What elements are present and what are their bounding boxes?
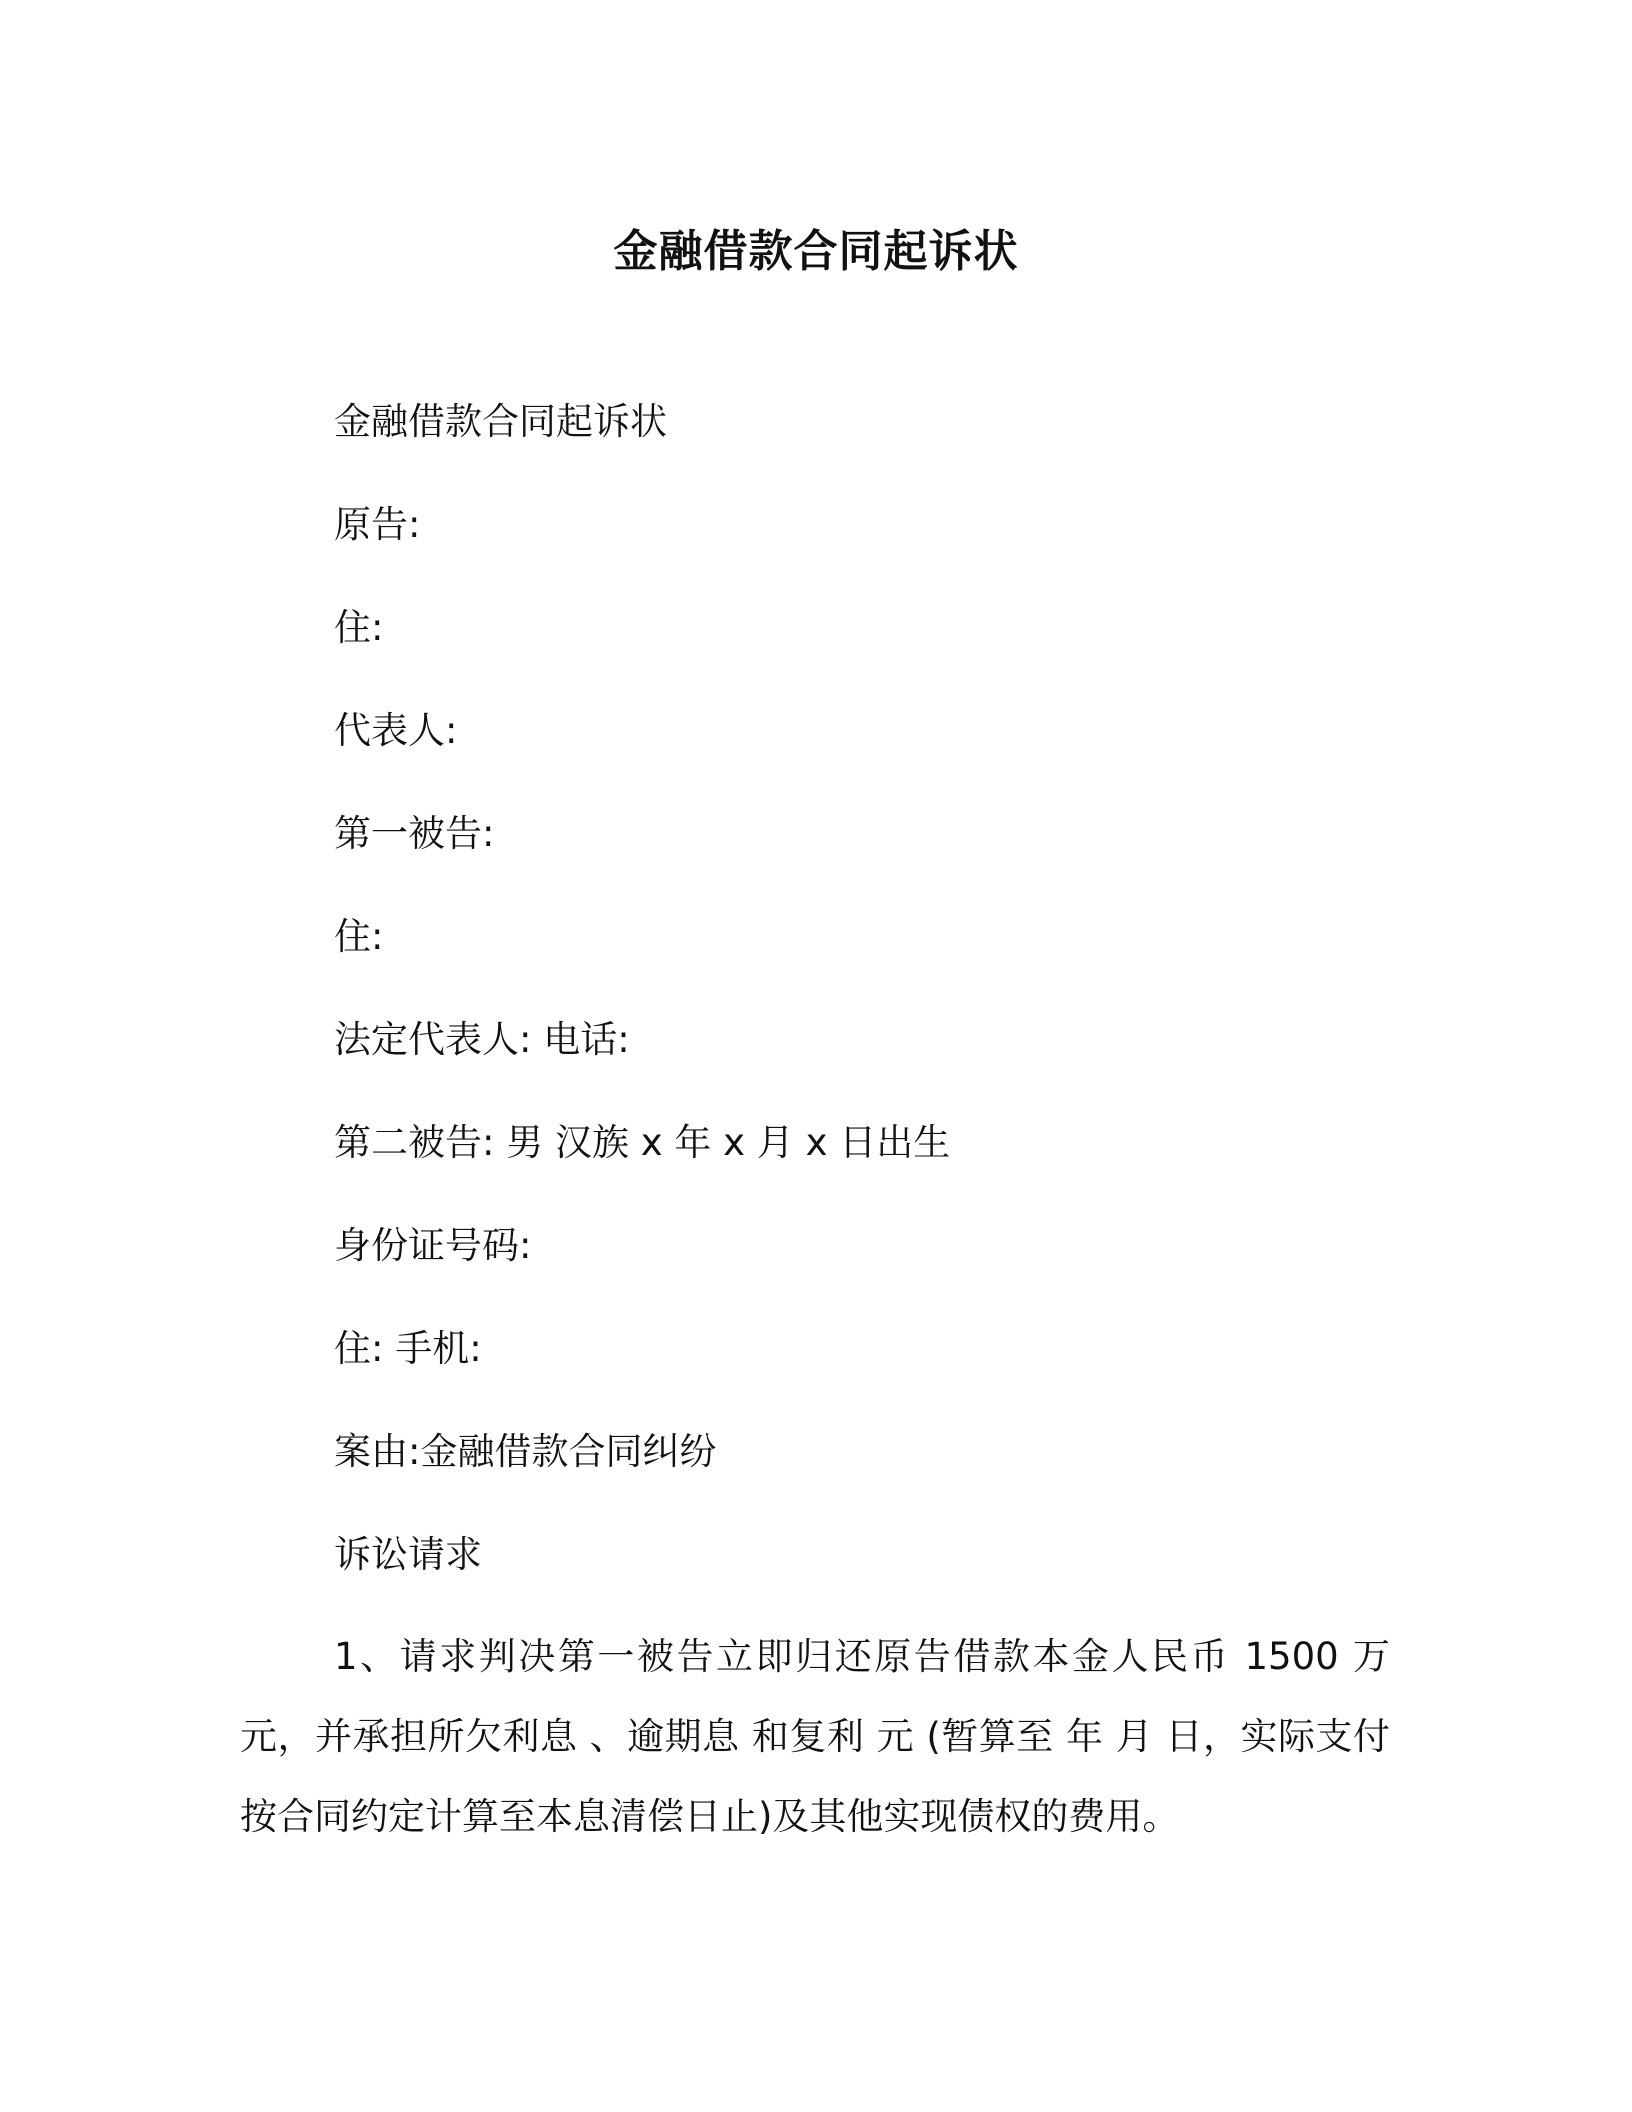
claims-heading: 诉讼请求 xyxy=(334,1533,482,1576)
claim-paragraph-1: 1、请求判决第一被告立即归还原告借款本金人民币 1500 万元，并承担所欠利息 、逾期息 和复利 元 (暂算至 年 月 日，实际支付按合同约定计算至本息清偿日止)及其他实现债权的费用。 xyxy=(240,1635,1390,1838)
plaintiff-line: 原告: xyxy=(334,503,421,546)
case-cause-line: 案由:金融借款合同纠纷 xyxy=(334,1430,717,1473)
representative-line: 代表人: xyxy=(334,709,458,752)
first-defendant-line: 第一被告: xyxy=(334,812,495,855)
second-defendant-line: 第二被告: 男 汉族 x 年 x 月 x 日出生 xyxy=(334,1121,951,1164)
id-number-line: 身份证号码: xyxy=(334,1224,532,1267)
heading-line: 金融借款合同起诉状 xyxy=(334,400,667,443)
plaintiff-address-line: 住: xyxy=(334,606,384,649)
document-title: 金融借款合同起诉状 xyxy=(613,226,1019,277)
legal-representative-line: 法定代表人: 电话: xyxy=(334,1018,630,1061)
second-defendant-address-line: 住: 手机: xyxy=(334,1327,482,1370)
first-defendant-address-line: 住: xyxy=(334,915,384,958)
